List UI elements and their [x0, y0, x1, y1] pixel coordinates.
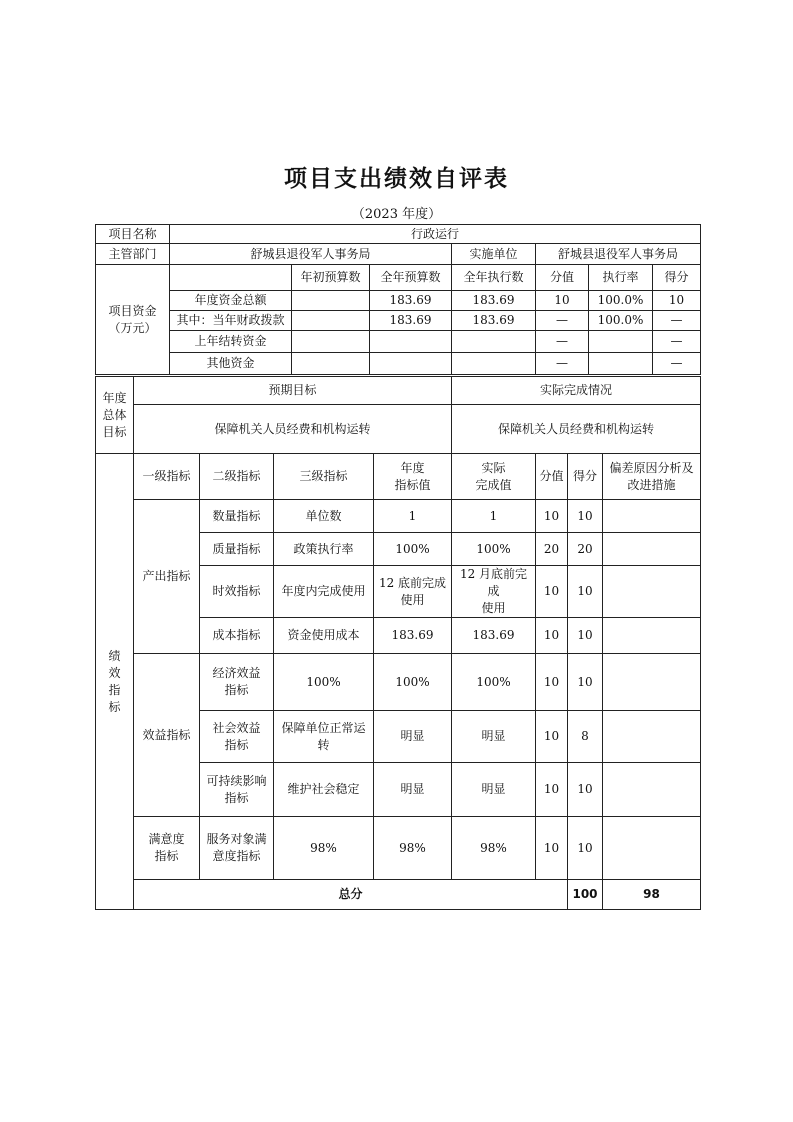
funds-row-executed: 183.69 — [452, 291, 536, 311]
indicator-score: 10 — [536, 618, 568, 654]
header-target — [374, 454, 452, 500]
indicator-actual-line: 使用 — [481, 601, 506, 615]
dept-value: 舒城县退役军人事务局 — [170, 244, 452, 265]
funds-row-name: 年度资金总额 — [170, 291, 292, 311]
indicator-actual: 明显 — [452, 711, 536, 763]
goals-expected-header: 预期目标 — [134, 377, 452, 405]
indicator-got: 10 — [568, 654, 603, 711]
funds-row-name: 上年结转资金 — [170, 331, 292, 353]
indicator-target: 98% — [374, 817, 452, 880]
funds-header-rate: 执行率 — [589, 265, 653, 291]
header-level3: 三级指标 — [274, 454, 374, 500]
indicator-actual: 183.69 — [452, 618, 536, 654]
funds-row-rate: 100.0% — [589, 311, 653, 331]
funds-header-score: 分值 — [536, 265, 589, 291]
indicator-score: 10 — [536, 566, 568, 618]
indicator-score: 10 — [536, 500, 568, 533]
indicator-l3: 政策执行率 — [274, 533, 374, 566]
funds-header-got: 得分 — [653, 265, 701, 291]
total-got: 98 — [603, 880, 701, 910]
funds-label-line1: 项目资金 — [108, 303, 157, 318]
header-level2: 二级指标 — [200, 454, 274, 500]
indicator-score: 10 — [536, 817, 568, 880]
indicator-l3-line: 保障单位正常运 — [281, 720, 366, 735]
indicator-note — [603, 566, 701, 618]
indicator-l3-line: 转 — [317, 737, 330, 752]
indicator-group-label-line: 满意度 — [148, 832, 185, 846]
funds-row-name: 其中：当年财政拨款 — [170, 311, 292, 331]
funds-table — [95, 224, 701, 375]
goals-label-line: 年度 — [102, 390, 127, 405]
funds-row — [96, 353, 701, 375]
indicator-got: 10 — [568, 817, 603, 880]
indicators-label-char: 指 — [108, 682, 121, 697]
indicator-score: 20 — [536, 533, 568, 566]
header-got: 得分 — [568, 454, 603, 500]
indicator-target: 100% — [374, 654, 452, 711]
indicator-l2-line: 指标 — [224, 683, 249, 697]
total-score: 100 — [568, 880, 603, 910]
header-actual-line: 完成值 — [475, 477, 512, 492]
header-target-line: 年度 — [400, 460, 425, 475]
funds-row-annual — [370, 331, 452, 353]
indicators-label — [96, 454, 134, 910]
funds-row-got: — — [653, 331, 701, 353]
funds-row-executed: 183.69 — [452, 311, 536, 331]
indicator-l2 — [200, 711, 274, 763]
indicator-l3: 98% — [274, 817, 374, 880]
funds-header-executed: 全年执行数 — [452, 265, 536, 291]
indicator-row — [96, 654, 701, 711]
funds-row-initial — [292, 353, 370, 375]
impl-value: 舒城县退役军人事务局 — [536, 244, 701, 265]
indicator-actual-line: 12 月底前完成 — [459, 567, 528, 598]
indicator-group-label — [134, 817, 200, 880]
indicator-note — [603, 618, 701, 654]
header-deviation-line: 改进措施 — [627, 477, 676, 492]
indicator-note — [603, 533, 701, 566]
funds-row-rate — [589, 353, 653, 375]
indicator-got: 10 — [568, 566, 603, 618]
indicator-actual: 100% — [452, 533, 536, 566]
header-deviation — [603, 454, 701, 500]
funds-row-initial — [292, 311, 370, 331]
indicator-score: 10 — [536, 763, 568, 817]
total-label: 总分 — [134, 880, 568, 910]
indicator-target-line: 12 底前完成 — [378, 575, 447, 590]
indicator-note — [603, 500, 701, 533]
total-row — [96, 880, 701, 910]
indicator-got: 10 — [568, 618, 603, 654]
indicator-actual: 1 — [452, 500, 536, 533]
project-name-value: 行政运行 — [170, 225, 701, 244]
header-actual — [452, 454, 536, 500]
indicator-l2-line: 经济效益 — [212, 666, 261, 680]
goals-label-line: 总体 — [102, 407, 127, 422]
funds-row-score: — — [536, 331, 589, 353]
indicator-note — [603, 817, 701, 880]
indicator-note — [603, 654, 701, 711]
indicators-label-char: 绩 — [108, 648, 121, 663]
project-name-label: 项目名称 — [96, 225, 170, 244]
indicators-label-char: 效 — [108, 665, 121, 680]
indicator-l3: 年度内完成使用 — [274, 566, 374, 618]
goals-label-line: 目标 — [102, 424, 127, 439]
indicator-note — [603, 763, 701, 817]
indicator-l2-line: 意度指标 — [212, 849, 261, 863]
indicator-got: 10 — [568, 500, 603, 533]
indicator-actual: 明显 — [452, 763, 536, 817]
indicator-l3 — [274, 711, 374, 763]
header-target-line: 指标值 — [394, 477, 431, 492]
indicator-l2-line: 服务对象满 — [206, 832, 267, 846]
indicator-actual: 100% — [452, 654, 536, 711]
indicator-l3: 资金使用成本 — [274, 618, 374, 654]
header-actual-line: 实际 — [481, 460, 506, 475]
funds-row-executed — [452, 353, 536, 375]
funds-label — [96, 265, 170, 375]
indicator-l2-line: 指标 — [224, 737, 249, 752]
indicator-l2: 成本指标 — [200, 618, 274, 654]
indicator-l2 — [200, 654, 274, 711]
indicator-target: 明显 — [374, 763, 452, 817]
funds-row-got: — — [653, 353, 701, 375]
indicator-l2: 质量指标 — [200, 533, 274, 566]
header-score: 分值 — [536, 454, 568, 500]
funds-row-name: 其他资金 — [170, 353, 292, 375]
indicator-target-line: 使用 — [400, 592, 425, 607]
indicator-got: 10 — [568, 763, 603, 817]
indicator-row — [96, 817, 701, 880]
funds-row-score: — — [536, 353, 589, 375]
indicator-target: 1 — [374, 500, 452, 533]
indicator-got: 20 — [568, 533, 603, 566]
indicator-score: 10 — [536, 711, 568, 763]
funds-row — [96, 311, 701, 331]
funds-header-initial: 年初预算数 — [292, 265, 370, 291]
goals-actual-value: 保障机关人员经费和机构运转 — [452, 405, 701, 454]
funds-row-annual: 183.69 — [370, 291, 452, 311]
indicator-group-label: 效益指标 — [134, 654, 200, 817]
indicator-note — [603, 711, 701, 763]
indicator-l2: 数量指标 — [200, 500, 274, 533]
funds-row-score: — — [536, 311, 589, 331]
funds-row — [96, 331, 701, 353]
indicator-row — [96, 500, 701, 533]
goals-table — [95, 376, 701, 454]
goals-actual-header: 实际完成情况 — [452, 377, 701, 405]
indicator-group-label-line: 指标 — [154, 849, 179, 863]
funds-row-got: — — [653, 311, 701, 331]
indicator-l2: 时效指标 — [200, 566, 274, 618]
funds-row — [96, 291, 701, 311]
header-level1: 一级指标 — [134, 454, 200, 500]
indicator-target — [374, 566, 452, 618]
funds-row-rate — [589, 331, 653, 353]
funds-row-executed — [452, 331, 536, 353]
funds-row-rate: 100.0% — [589, 291, 653, 311]
funds-label-line2: （万元） — [108, 320, 157, 335]
indicator-target: 183.69 — [374, 618, 452, 654]
indicator-l3: 单位数 — [274, 500, 374, 533]
indicator-l3: 100% — [274, 654, 374, 711]
indicator-actual: 98% — [452, 817, 536, 880]
indicator-l2-line: 指标 — [224, 790, 249, 805]
indicator-score: 10 — [536, 654, 568, 711]
indicator-l3: 维护社会稳定 — [274, 763, 374, 817]
indicator-group-label: 产出指标 — [134, 500, 200, 654]
goals-expected-value: 保障机关人员经费和机构运转 — [134, 405, 452, 454]
header-deviation-line: 偏差原因分析及 — [609, 460, 694, 475]
indicator-got: 8 — [568, 711, 603, 763]
funds-row-initial — [292, 291, 370, 311]
funds-row-got: 10 — [653, 291, 701, 311]
indicators-label-char: 标 — [108, 699, 121, 714]
indicator-l2-line: 社会效益 — [212, 720, 261, 735]
indicators-table — [95, 453, 701, 910]
page-title: 项目支出绩效自评表 — [284, 166, 509, 192]
funds-row-score: 10 — [536, 291, 589, 311]
impl-label: 实施单位 — [452, 244, 536, 265]
indicator-target: 明显 — [374, 711, 452, 763]
page-subtitle: （2023 年度） — [351, 207, 442, 222]
dept-label: 主管部门 — [96, 244, 170, 265]
indicator-l2-line: 可持续影响 — [206, 773, 267, 788]
indicator-l2 — [200, 817, 274, 880]
goals-label — [96, 377, 134, 454]
funds-header-annual: 全年预算数 — [370, 265, 452, 291]
funds-header-blank — [170, 265, 292, 291]
indicator-l2 — [200, 763, 274, 817]
indicator-target: 100% — [374, 533, 452, 566]
indicator-actual — [452, 566, 536, 618]
funds-row-annual: 183.69 — [370, 311, 452, 331]
funds-row-initial — [292, 331, 370, 353]
funds-row-annual — [370, 353, 452, 375]
